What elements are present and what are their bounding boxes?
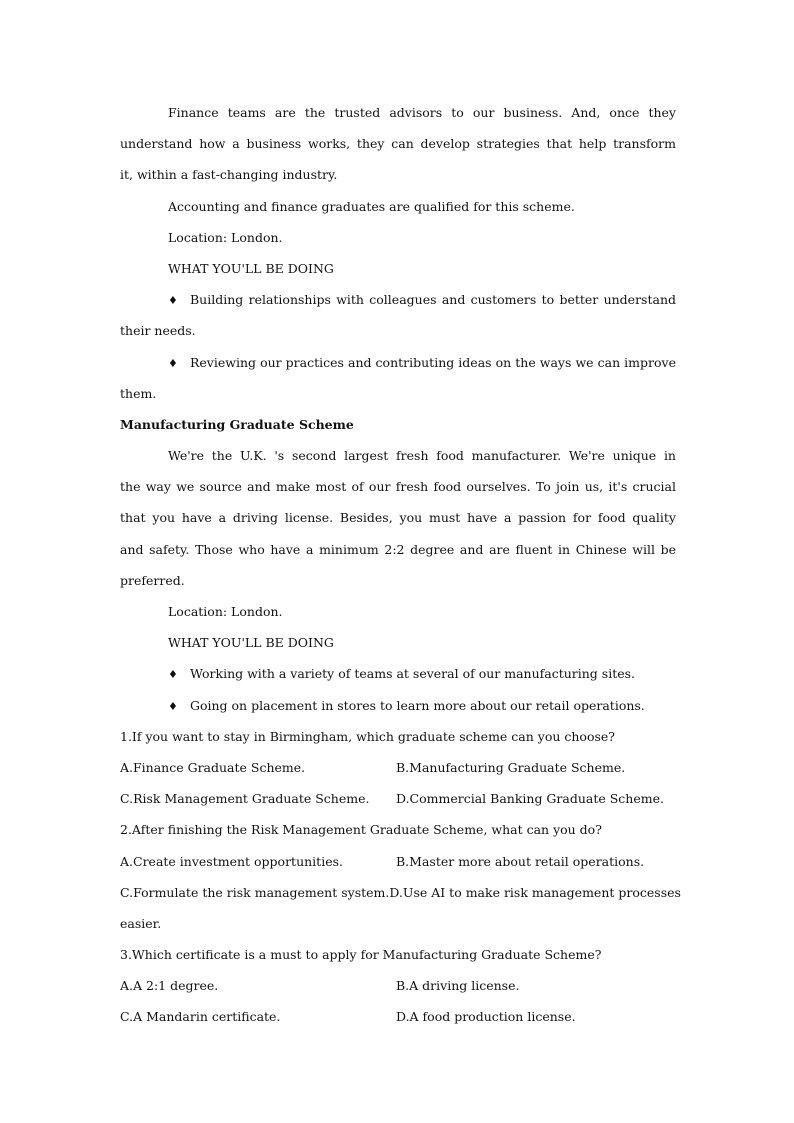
question-1-options-row bbox=[120, 783, 676, 814]
finance-qualification: Accounting and finance graduates are qualified for this scheme. bbox=[168, 198, 575, 214]
manufacturing-paragraph-line: the way we source and make most of our fresh food ourselves. To join us, it's crucial bbox=[120, 479, 676, 495]
bullet-text: Building relationships with colleagues and customers to better understand bbox=[190, 292, 676, 308]
option-b: B.Master more about retail operations. bbox=[396, 853, 645, 869]
manufacturing-location: Location: London. bbox=[168, 604, 283, 619]
manufacturing-paragraph-line: preferred. bbox=[120, 572, 185, 588]
question-2-options-row bbox=[120, 846, 676, 877]
option-b: B.A driving license. bbox=[396, 978, 520, 994]
question-3-options-row bbox=[120, 970, 676, 1001]
diamond-bullet-icon: ♦ bbox=[168, 699, 178, 713]
option-d: D.Commercial Banking Graduate Scheme. bbox=[396, 791, 664, 807]
option-d: D.A food production license. bbox=[396, 1009, 576, 1025]
option-a: A.Create investment opportunities. bbox=[120, 853, 343, 869]
bullet-text: Going on placement in stores to learn more about our retail operations. bbox=[190, 697, 645, 713]
question-2: 2.After finishing the Risk Management Graduate Scheme, what can you do? bbox=[120, 822, 602, 838]
finance-doing-heading: WHAT YOU'LL BE DOING bbox=[168, 260, 334, 276]
finance-bullet-cont: their needs. bbox=[120, 323, 196, 339]
option-a: A.Finance Graduate Scheme. bbox=[120, 759, 306, 775]
manufacturing-paragraph-line: We're the U.K. 's second largest fresh food manufacturer. We're unique in bbox=[168, 448, 676, 464]
finance-bullet-item bbox=[120, 284, 676, 315]
finance-paragraph-line: it, within a fast-changing industry. bbox=[120, 167, 338, 183]
question-3: 3.Which certificate is a must to apply for Manufacturing Graduate Scheme? bbox=[120, 947, 602, 963]
finance-paragraph-line: Finance teams are the trusted advisors to our business. And, once they bbox=[168, 105, 676, 120]
document-content bbox=[120, 97, 681, 1033]
option-c: C.Formulate the risk management system. bbox=[120, 884, 390, 900]
question-1-options-row bbox=[120, 752, 676, 783]
finance-bullet-item bbox=[120, 347, 676, 378]
finance-location: Location: London. bbox=[168, 229, 283, 245]
option-b: B.Manufacturing Graduate Scheme. bbox=[396, 759, 626, 775]
finance-paragraph-line: understand how a business works, they can develop strategies that help transform bbox=[120, 136, 676, 152]
option-c: C.A Mandarin certificate. bbox=[120, 1009, 281, 1025]
option-c: C.Risk Management Graduate Scheme. bbox=[120, 791, 370, 807]
option-a: A.A 2:1 degree. bbox=[120, 978, 219, 994]
diamond-bullet-icon: ♦ bbox=[168, 294, 178, 308]
option-d: D.Use AI to make risk management processes bbox=[389, 884, 681, 900]
manufacturing-bullet-item bbox=[120, 690, 676, 721]
diamond-bullet-icon: ♦ bbox=[168, 356, 178, 370]
question-2-options-row bbox=[120, 877, 681, 908]
manufacturing-title: Manufacturing Graduate Scheme bbox=[120, 416, 354, 432]
question-1: 1.If you want to stay in Birmingham, which graduate scheme can you choose? bbox=[120, 728, 616, 744]
option-d-continued: easier. bbox=[120, 915, 162, 931]
question-3-options-row bbox=[120, 1001, 676, 1032]
manufacturing-paragraph-line: and safety. Those who have a minimum 2:2 degree and are fluent in Chinese will be bbox=[120, 541, 676, 557]
manufacturing-paragraph-line: that you have a driving license. Besides, you must have a passion for food quality bbox=[120, 510, 676, 526]
diamond-bullet-icon: ♦ bbox=[168, 668, 178, 682]
bullet-text: Reviewing our practices and contributing ideas on the ways we can improve bbox=[190, 354, 676, 370]
bullet-text: Working with a variety of teams at several of our manufacturing sites. bbox=[190, 666, 636, 682]
manufacturing-bullet-item bbox=[120, 658, 676, 689]
finance-bullet-cont: them. bbox=[120, 385, 157, 401]
manufacturing-doing-heading: WHAT YOU'LL BE DOING bbox=[168, 635, 334, 651]
